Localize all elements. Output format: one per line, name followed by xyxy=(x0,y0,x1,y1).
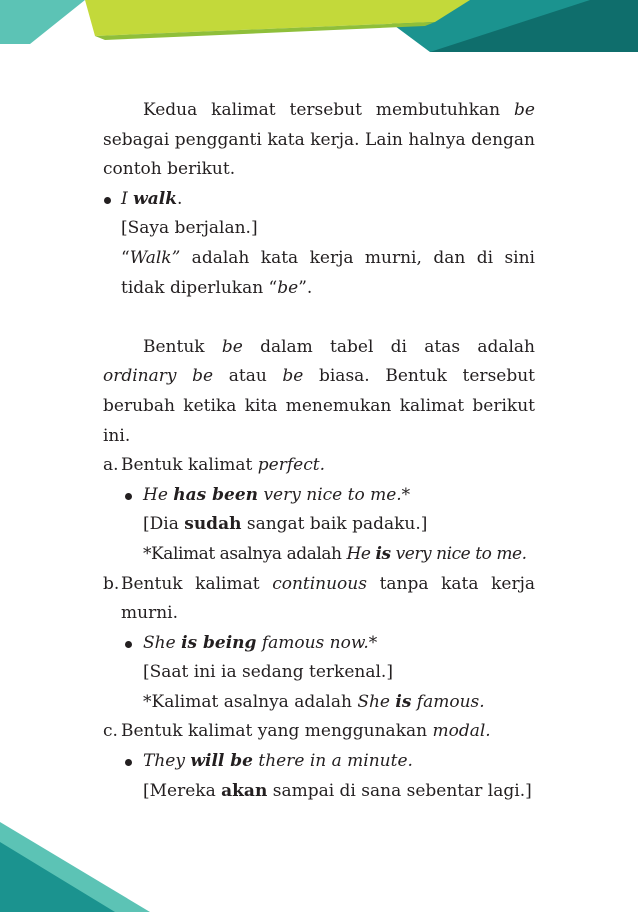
text: “ xyxy=(121,247,130,268)
translation-a xyxy=(103,510,535,540)
note-a xyxy=(103,540,535,570)
bullet-example-b xyxy=(103,629,535,659)
text: She xyxy=(357,691,396,712)
text: sangat baik padaku.] xyxy=(241,514,428,535)
list-item-a xyxy=(103,451,535,481)
text: sampai di sana sebentar lagi.] xyxy=(267,780,532,801)
list-item-b xyxy=(103,570,535,629)
text: very nice to me. xyxy=(390,543,527,564)
note-walk xyxy=(103,244,535,303)
text: They xyxy=(143,751,191,772)
list-label: b. xyxy=(103,573,120,594)
text: very nice to me.* xyxy=(258,484,411,505)
text: sebagai pengganti kata kerja. Lain halnya dengan contoh berikut. xyxy=(103,129,535,180)
term-be: be xyxy=(277,277,299,298)
translation-c xyxy=(103,777,535,807)
text: dalam tabel di atas adalah xyxy=(242,336,535,357)
banner-teal-left xyxy=(0,0,85,44)
text: [Dia xyxy=(143,514,185,535)
text: Bentuk kalimat xyxy=(121,573,273,594)
text: Bentuk kalimat xyxy=(121,455,258,476)
text: famous now.* xyxy=(256,632,378,653)
footer-corner xyxy=(0,812,200,912)
paragraph-intro xyxy=(103,96,535,185)
example-subject: I xyxy=(121,188,134,209)
term-be: be xyxy=(282,366,304,387)
term-be: be xyxy=(221,336,243,357)
list-label: c. xyxy=(103,721,118,742)
list-label: a. xyxy=(103,455,119,476)
emphasis: akan xyxy=(221,780,268,801)
text: She xyxy=(143,632,182,653)
example-verb: walk xyxy=(133,188,178,209)
text: ”. xyxy=(298,277,313,298)
text: famous. xyxy=(411,691,485,712)
emphasis: will be xyxy=(190,751,253,772)
translation-b: [Saat ini ia sedang terkenal.] xyxy=(143,662,393,683)
text: tanpa kata kerja murni. xyxy=(121,573,535,624)
emphasis: sudah xyxy=(184,514,242,535)
text: Bentuk kalimat yang menggunakan xyxy=(121,721,433,742)
text: . xyxy=(177,188,183,209)
emphasis: is xyxy=(375,543,391,564)
text: Bentuk xyxy=(143,336,222,357)
corner-teal-dark xyxy=(0,842,115,912)
bullet-example-a xyxy=(103,481,535,511)
text: *Kalimat asalnya adalah xyxy=(143,543,347,564)
emphasis: is being xyxy=(181,632,257,653)
text: atau xyxy=(213,366,283,387)
term-be: be xyxy=(192,366,214,387)
term-ordinary: ordinary xyxy=(103,366,177,387)
text: *Kalimat asalnya adalah xyxy=(143,691,358,712)
paragraph-ordinary-be xyxy=(103,333,535,451)
emphasis: is xyxy=(395,691,412,712)
bullet-example-walk xyxy=(103,185,535,215)
emphasis: has been xyxy=(173,484,259,505)
text: [Mereka xyxy=(143,780,222,801)
bullet-example-c xyxy=(103,747,535,777)
text: adalah kata kerja murni, dan di sini tidak diperlukan “ xyxy=(121,247,535,298)
text: there in a minute. xyxy=(253,751,413,772)
list-item-c xyxy=(103,717,535,747)
note-b xyxy=(103,688,535,718)
page-body xyxy=(103,96,535,806)
term-walk: Walk” xyxy=(129,247,181,268)
text xyxy=(177,366,193,386)
text: He xyxy=(143,484,174,505)
text: biasa. Bentuk tersebut berubah ketika kita menemukan kalimat berikut ini. xyxy=(103,366,536,446)
term-modal: modal. xyxy=(432,721,491,742)
text: He xyxy=(346,543,376,564)
translation-walk: [Saya berjalan.] xyxy=(121,218,258,239)
header-banner xyxy=(0,0,638,60)
term-continuous: continuous xyxy=(272,573,367,594)
term-be: be xyxy=(514,100,535,120)
text: Kedua kalimat tersebut membutuhkan xyxy=(143,100,515,120)
term-perfect: perfect. xyxy=(257,455,325,476)
